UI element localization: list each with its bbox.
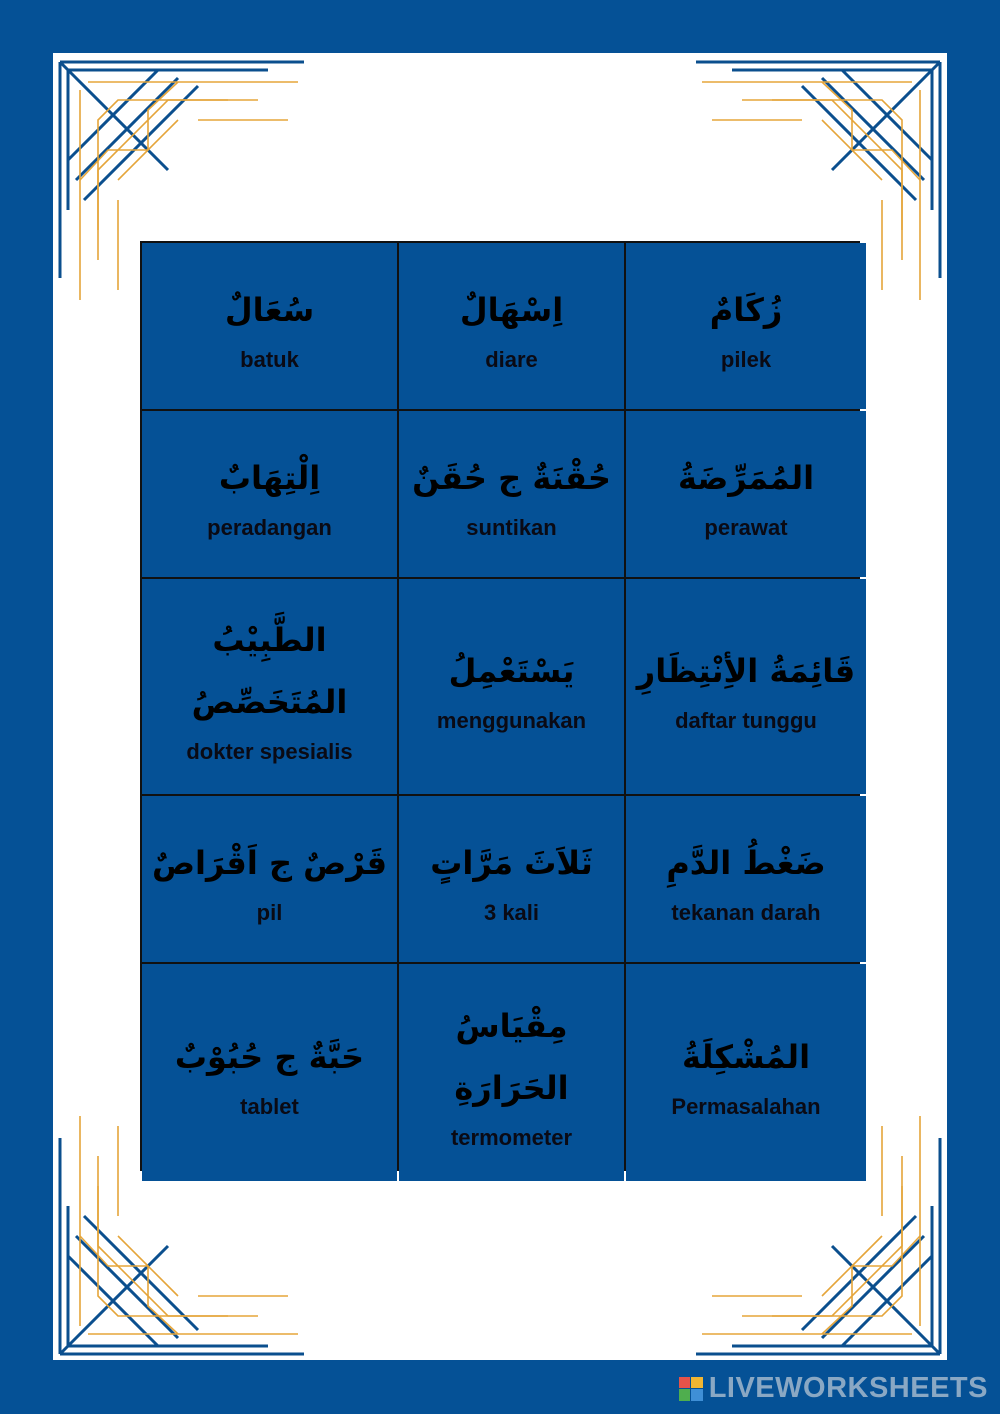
arabic-term: الطَّبِيْبُ المُتَخَصِّصُ xyxy=(191,620,348,721)
indonesian-meaning: termometer xyxy=(450,1124,573,1150)
vocab-card-dokter-spesialis xyxy=(142,579,397,794)
arabic-term: ضَغْطُ الدَّمِ xyxy=(666,844,826,882)
vocabulary-grid xyxy=(140,241,860,1171)
arabic-term: اِسْهَالٌ xyxy=(459,291,564,329)
arabic-term: المُشْكِلَةُ xyxy=(681,1037,811,1076)
indonesian-meaning: 3 kali xyxy=(483,900,540,925)
vocab-card-diare xyxy=(399,243,624,409)
vocab-card-peradangan xyxy=(142,411,397,577)
liveworksheets-watermark xyxy=(679,1372,988,1405)
arabic-term: قَرْصٌ ج اَقْرَاصٌ xyxy=(151,844,388,882)
brand-name: LIVEWORKSHEETS xyxy=(708,1372,988,1404)
vocab-card-pilek xyxy=(626,243,866,409)
arabic-term: زُكَامٌ xyxy=(709,291,783,329)
indonesian-meaning: pilek xyxy=(720,347,772,372)
vocab-card-perawat xyxy=(626,411,866,577)
indonesian-meaning: perawat xyxy=(704,515,788,540)
arabic-term: قَائِمَةُ الأِنْتِظَارِ xyxy=(636,651,856,690)
indonesian-meaning: pil xyxy=(256,900,283,925)
arabic-term: حَبَّةٌ ج حُبُوْبٌ xyxy=(174,1037,365,1076)
vocab-card-pil xyxy=(142,796,397,962)
indonesian-meaning: suntikan xyxy=(466,515,557,540)
vocab-card-tekanan-darah xyxy=(626,796,866,962)
indonesian-meaning: batuk xyxy=(240,347,299,372)
arabic-term: يَسْتَعْمِلُ xyxy=(448,651,575,690)
vocab-card-tablet xyxy=(142,964,397,1181)
arabic-term: حُقْنَةٌ ج حُقَنٌ xyxy=(412,459,611,497)
vocab-card-3-kali xyxy=(399,796,624,962)
vocab-card-suntikan xyxy=(399,411,624,577)
vocab-card-termometer xyxy=(399,964,624,1181)
vocab-card-batuk xyxy=(142,243,397,409)
indonesian-meaning: diare xyxy=(485,347,538,372)
indonesian-meaning: menggunakan xyxy=(436,707,587,733)
liveworksheets-logo-icon xyxy=(679,1377,703,1401)
indonesian-meaning: dokter spesialis xyxy=(186,738,353,764)
indonesian-meaning: tekanan darah xyxy=(671,900,821,925)
vocab-card-menggunakan xyxy=(399,579,624,794)
arabic-term: ثَلاَثَ مَرَّاتٍ xyxy=(430,844,593,882)
indonesian-meaning: tablet xyxy=(240,1093,299,1119)
indonesian-meaning: peradangan xyxy=(207,515,332,540)
arabic-term: المُمَرِّضَةُ xyxy=(677,459,815,497)
arabic-term: سُعَالٌ xyxy=(224,291,315,329)
indonesian-meaning: daftar tunggu xyxy=(675,707,817,733)
vocab-card-daftar-tunggu xyxy=(626,579,866,794)
indonesian-meaning: Permasalahan xyxy=(671,1093,821,1119)
arabic-term: مِقْيَاسُ الحَرَارَةِ xyxy=(454,1006,569,1107)
vocab-card-permasalahan xyxy=(626,964,866,1181)
arabic-term: اِلْتِهَابٌ xyxy=(218,459,321,497)
